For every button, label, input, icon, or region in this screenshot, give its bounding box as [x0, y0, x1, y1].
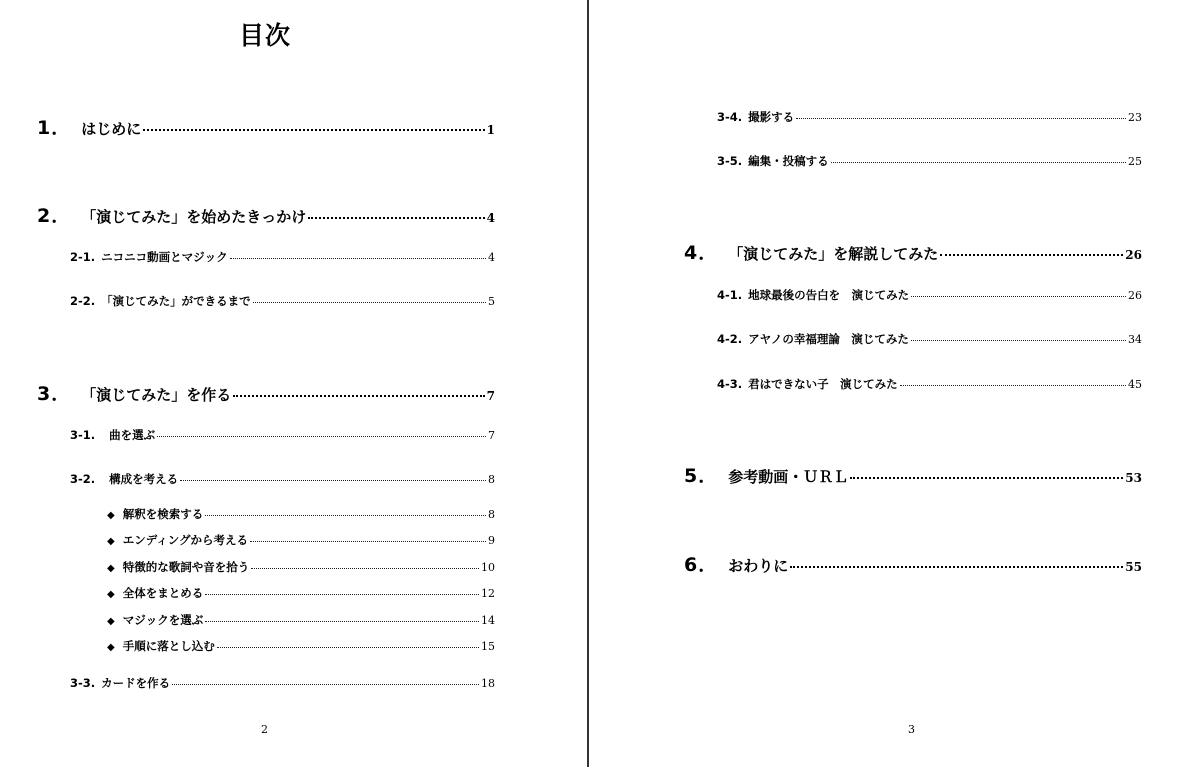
- entry-label: 撮影する: [748, 110, 795, 124]
- entry-page: 10: [481, 561, 495, 574]
- dot-leader: [850, 477, 1123, 479]
- entry-label: 「演じてみた」を解説してみた: [728, 245, 939, 263]
- entry-page: 23: [1128, 111, 1142, 124]
- entry-label: 地球最後の告白を 演じてみた: [748, 288, 910, 302]
- entry-page: 4: [488, 251, 495, 264]
- toc-entry-1[interactable]: [37, 113, 495, 137]
- entry-page: 34: [1128, 333, 1142, 346]
- entry-page: 8: [488, 508, 495, 521]
- toc-entry-4[interactable]: [684, 238, 1142, 262]
- entry-label: 「演じてみた」を始めたきっかけ: [81, 208, 307, 226]
- dot-leader: [143, 129, 484, 131]
- entry-page: 55: [1125, 560, 1142, 574]
- entry-page: 8: [488, 473, 495, 486]
- dot-leader: [205, 594, 479, 595]
- entry-page: 9: [488, 534, 495, 547]
- entry-page: 12: [481, 587, 495, 600]
- toc-entry-2-2[interactable]: [70, 293, 495, 311]
- entry-label: アヤノの幸福理論 演じてみた: [748, 332, 909, 346]
- entry-label: エンディングから考える: [122, 533, 249, 547]
- entry-number: 3-2.: [70, 472, 96, 486]
- toc-entry-3[interactable]: [37, 379, 495, 403]
- toc-entry-4-1[interactable]: [717, 287, 1142, 305]
- entry-label: 「演じてみた」ができるまで: [101, 294, 251, 308]
- toc-entry-4-2[interactable]: [717, 331, 1142, 349]
- entry-number: 3-5.: [717, 154, 743, 168]
- entry-number: 6．: [684, 554, 719, 576]
- entry-number: 4-1.: [717, 288, 743, 302]
- entry-label: カードを作る: [101, 676, 171, 690]
- entry-label: 君はできない子 演じてみた: [748, 377, 898, 391]
- entry-label: 「演じてみた」を作る: [81, 386, 232, 404]
- toc-entry-5[interactable]: [684, 461, 1142, 485]
- entry-page: 45: [1128, 378, 1142, 391]
- entry-page: 5: [488, 295, 495, 308]
- entry-number: 3-3.: [70, 676, 96, 690]
- entry-number: 2-2.: [70, 294, 96, 308]
- dot-leader: [900, 385, 1126, 386]
- dot-leader: [157, 436, 486, 437]
- entry-page: 26: [1128, 289, 1142, 302]
- entry-page: 7: [486, 389, 495, 403]
- right-page: [589, 0, 1177, 767]
- toc-subentry-1[interactable]: [107, 506, 495, 524]
- dot-leader: [230, 258, 486, 259]
- entry-page: 53: [1125, 471, 1142, 485]
- entry-label: ニコニコ動画とマジック: [101, 250, 228, 264]
- entry-label: 手順に落とし込む: [122, 639, 215, 653]
- entry-label: おわりに: [728, 557, 789, 575]
- entry-number: 4-3.: [717, 377, 743, 391]
- entry-label: 解釈を検索する: [122, 507, 204, 521]
- dot-leader: [205, 515, 486, 516]
- entry-page: 4: [486, 211, 495, 225]
- toc-entry-2-1[interactable]: [70, 249, 495, 267]
- entry-page: 25: [1128, 155, 1142, 168]
- dot-leader: [940, 254, 1123, 256]
- entry-page: 7: [488, 429, 495, 442]
- entry-page: 26: [1125, 248, 1142, 262]
- dot-leader: [233, 395, 484, 397]
- diamond-bullet-icon: ◆: [107, 510, 115, 521]
- toc-subentry-2[interactable]: [107, 532, 495, 550]
- entry-number: 3-1.: [70, 428, 96, 442]
- toc-entry-3-1[interactable]: [70, 427, 495, 445]
- entry-number: 1．: [37, 117, 72, 139]
- entry-page: 14: [481, 614, 495, 627]
- entry-number: 4．: [684, 242, 719, 264]
- entry-page: 18: [481, 677, 495, 690]
- diamond-bullet-icon: ◆: [107, 536, 115, 547]
- entry-number: 2．: [37, 205, 72, 227]
- page-number: 3: [908, 723, 915, 736]
- entry-label: 編集・投稿する: [748, 154, 829, 168]
- dot-leader: [205, 621, 479, 622]
- entry-number: 3．: [37, 383, 72, 405]
- entry-page: 1: [486, 123, 495, 137]
- dot-leader: [790, 566, 1123, 568]
- entry-page: 15: [481, 640, 495, 653]
- toc-entry-3-4[interactable]: [717, 109, 1142, 127]
- dot-leader: [250, 541, 486, 542]
- entry-number: 4-2.: [717, 332, 743, 346]
- toc-entry-2[interactable]: [37, 201, 495, 225]
- toc-subentry-3[interactable]: [107, 559, 495, 577]
- dot-leader: [308, 217, 484, 219]
- entry-label: 特徴的な歌詞や音を拾う: [122, 560, 250, 574]
- entry-number: 3-4.: [717, 110, 743, 124]
- dot-leader: [253, 302, 486, 303]
- toc-subentry-5[interactable]: [107, 612, 495, 630]
- dot-leader: [911, 296, 1126, 297]
- entry-label: マジックを選ぶ: [122, 613, 204, 627]
- left-page: [0, 0, 587, 767]
- diamond-bullet-icon: ◆: [107, 642, 115, 653]
- toc-entry-4-3[interactable]: [717, 376, 1142, 394]
- dot-leader: [180, 480, 486, 481]
- entry-label: はじめに: [81, 120, 142, 138]
- dot-leader: [251, 568, 479, 569]
- toc-title: 目次: [238, 21, 291, 50]
- entry-label: 構成を考える: [109, 472, 179, 486]
- toc-entry-6[interactable]: [684, 550, 1142, 574]
- toc-subentry-4[interactable]: [107, 585, 495, 603]
- dot-leader: [796, 118, 1126, 119]
- entry-label: 曲を選ぶ: [109, 428, 156, 442]
- diamond-bullet-icon: ◆: [107, 589, 115, 600]
- entry-number: 2-1.: [70, 250, 96, 264]
- diamond-bullet-icon: ◆: [107, 563, 115, 574]
- entry-label: 参考動画・ＵＲＬ: [728, 468, 849, 486]
- toc-subentry-6[interactable]: [107, 638, 495, 656]
- diamond-bullet-icon: ◆: [107, 616, 115, 627]
- dot-leader: [172, 684, 479, 685]
- toc-entry-3-3[interactable]: [70, 675, 495, 693]
- dot-leader: [217, 647, 479, 648]
- toc-entry-3-5[interactable]: [717, 153, 1142, 171]
- dot-leader: [911, 340, 1126, 341]
- page-number: 2: [261, 723, 268, 736]
- entry-number: 5．: [684, 465, 719, 487]
- toc-entry-3-2[interactable]: [70, 471, 495, 489]
- dot-leader: [831, 162, 1126, 163]
- entry-label: 全体をまとめる: [122, 586, 204, 600]
